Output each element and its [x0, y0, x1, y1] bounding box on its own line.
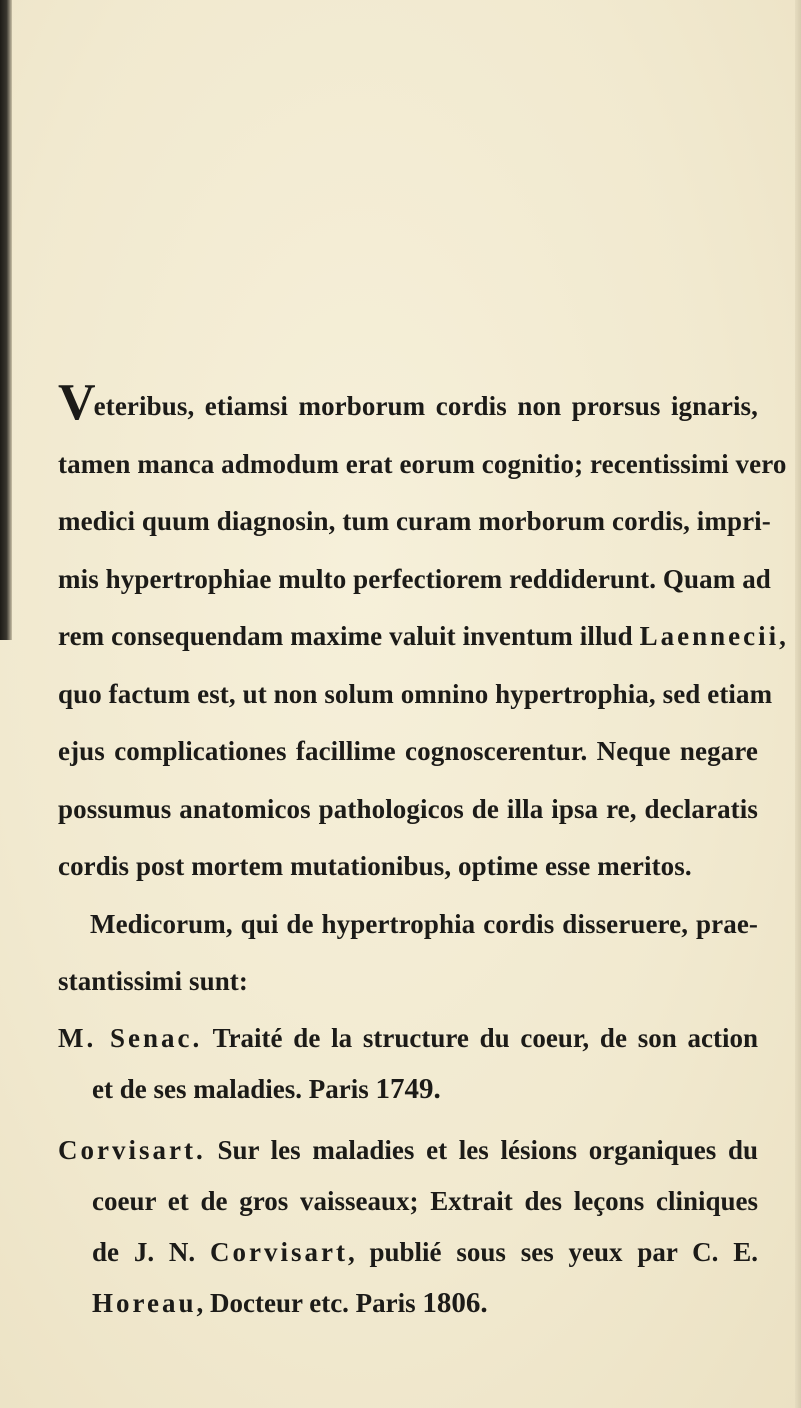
text-block: [58, 374, 787, 1339]
reference-author: Corvisart.: [58, 1134, 206, 1165]
paragraph-2: [58, 896, 758, 1011]
text-line: Medicorum, qui de hypertrophia cordis disseruere, prae-: [90, 908, 758, 939]
reference-year: 1806.: [422, 1286, 488, 1319]
text-line: rem consequendam maxime valuit inventum illud Laennecii,: [58, 621, 787, 651]
author-name: Corvisart: [209, 1236, 348, 1267]
reference-line: Horeau, Docteur etc. Paris 1806.: [92, 1286, 488, 1319]
paragraph-1: [58, 374, 787, 896]
author-name: Horeau: [92, 1287, 197, 1318]
reference-corvisart: [58, 1125, 758, 1329]
page-edge: [795, 0, 801, 1408]
text-line: cordis post mortem mutationibus, optime esse meritos.: [58, 851, 692, 881]
text-line: stantissimi sunt:: [58, 966, 248, 996]
drop-cap: V: [58, 374, 96, 431]
reference-year: 1749.: [375, 1072, 441, 1105]
reference-line: M. Senac. Traité de la structure du coeur, de son action: [58, 1022, 758, 1053]
text-line: tamen manca admodum erat eorum cognitio; recentissimi vero: [58, 448, 787, 479]
reference-line: Corvisart. Sur les maladies et les lésions organiques du: [58, 1134, 758, 1165]
author-name: Laennecii: [639, 621, 780, 651]
text-line: medici quum diagnosin, tum curam morborum cordis, impri-: [58, 506, 771, 536]
text-line: ejus complicationes facillime cognoscerentur. Neque negare: [58, 736, 758, 766]
binding-edge: [0, 0, 12, 640]
reference-line: et de ses maladies. Paris 1749.: [92, 1072, 441, 1105]
text-line: Veteribus, etiamsi morborum cordis non prorsus ignaris,: [58, 374, 758, 431]
reference-author: M. Senac.: [58, 1022, 203, 1053]
reference-line: coeur et de gros vaisseaux; Extrait des leçons cliniques: [92, 1185, 758, 1216]
text-line: mis hypertrophiae multo perfectiorem reddiderunt. Quam ad: [58, 563, 771, 594]
text-line: possumus anatomicos pathologicos de illa ipsa re, declaratis: [58, 793, 758, 824]
text-line: quo factum est, ut non solum omnino hypertrophia, sed etiam: [58, 678, 773, 709]
reference-list: [58, 1013, 758, 1329]
reference-senac: [58, 1013, 758, 1115]
reference-line: de J. N. Corvisart, publié sous ses yeux par C. E.: [92, 1236, 759, 1267]
